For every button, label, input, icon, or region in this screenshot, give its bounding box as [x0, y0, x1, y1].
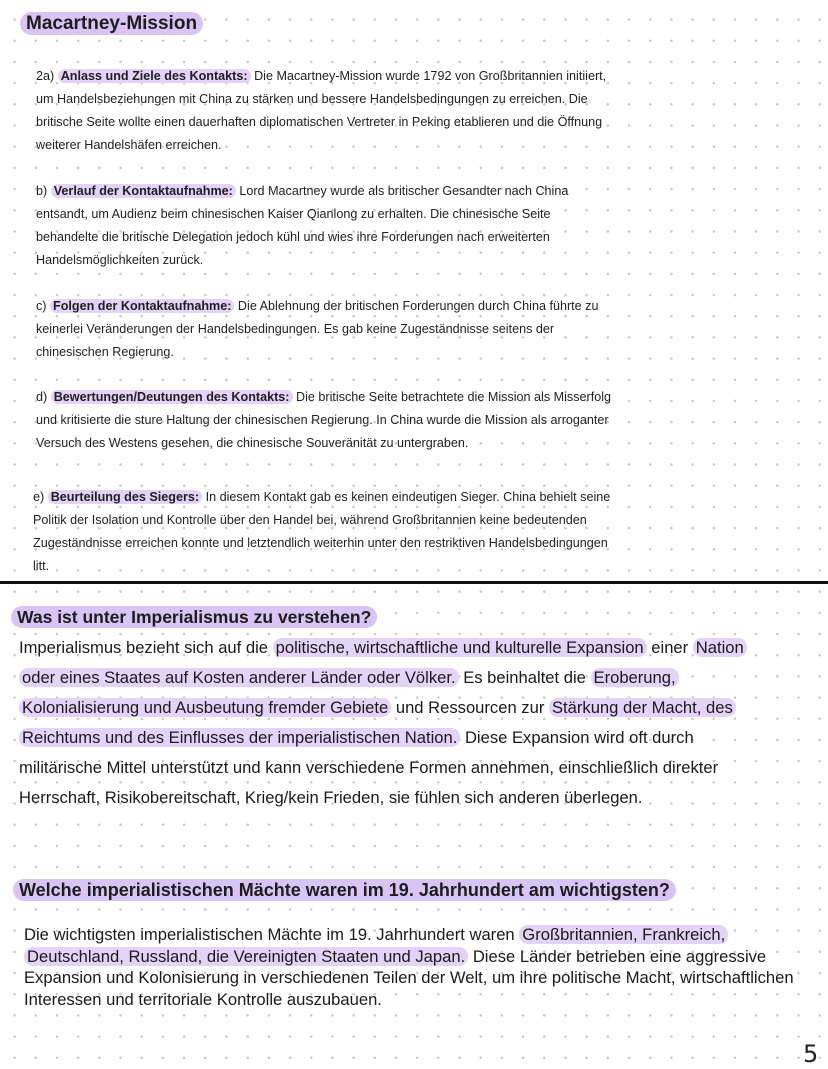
maechte-heading — [13, 877, 676, 903]
task-prefix: 2a) — [36, 68, 55, 83]
imperialismus-heading — [11, 604, 377, 630]
task-label: Verlauf der Kontaktaufnahme: — [51, 184, 236, 198]
page-title — [20, 11, 203, 37]
text-segment: Es beinhaltet die — [458, 668, 591, 687]
task-text: In diesem Kontakt gab es keinen eindeutigen Sieger. China behielt seine Politik der Isolation und Kontrolle über den Handel bei, während Großbritannien keine bedeutenden Zugeständnisse erreichen konnte und letztendlich weiterhin unter den restriktiven Handelsbedingungen litt. — [33, 489, 611, 573]
task-e — [33, 486, 613, 578]
task-prefix: e) — [33, 489, 45, 504]
text-segment: einer — [646, 638, 693, 657]
page-number: 5 — [803, 1040, 819, 1068]
task-label: Beurteilung des Siegers: — [48, 490, 202, 504]
text-segment: Imperialismus bezieht sich auf die — [19, 638, 273, 657]
highlighted-phrase: Großbritannien, Frankreich, Deutschland, Russland, die Vereinigten Staaten und Japan. — [24, 925, 728, 966]
task-d — [36, 386, 616, 455]
task-text: Die britische Seite betrachtete die Mission als Misserfolg und kritisierte die sture Haltung der chinesischen Regierung. In China wurde die Mission als arroganter Versuch des Westens gesehen, die chinesische Souveränität zu untergraben. — [36, 389, 611, 450]
section-divider — [0, 581, 828, 584]
heading-highlight: Welche imperialistischen Mächte waren im 19. Jahrhundert am wichtigsten? — [13, 879, 676, 901]
task-prefix: b) — [36, 183, 48, 198]
task-prefix: c) — [36, 298, 47, 313]
task-label: Bewertungen/Deutungen des Kontakts: — [51, 390, 293, 404]
imperialismus-definition — [19, 633, 764, 813]
task-b — [36, 180, 616, 272]
highlighted-phrase: politische, wirtschaftliche und kulturelle Expansion — [273, 638, 647, 657]
task-text: Lord Macartney wurde als britischer Gesandter nach China entsandt, um Audienz beim chinesischen Kaiser Qianlong zu erhalten. Die chinesische Seite behandelte die britische Delegation jedoch kühl und wies ihre Forderungen nach erweiterten Handelsmöglichkeiten zurück. — [36, 183, 569, 267]
task-c — [36, 295, 616, 364]
text-segment: und Ressourcen zur — [391, 698, 549, 717]
highlighted-phrase: Stärkung der Macht, des Reichtums und des Einflusses der imperialistischen Nation. — [19, 698, 736, 747]
highlighted-phrase: Eroberung, Kolonialisierung und Ausbeutung fremder Gebiete — [19, 668, 679, 717]
title-highlight: Macartney-Mission — [20, 12, 203, 35]
highlighted-phrase: Nation oder eines Staates auf Kosten anderer Länder oder Völker. — [19, 638, 747, 687]
task-label: Folgen der Kontaktaufnahme: — [50, 299, 234, 313]
task-text: Die Ablehnung der britischen Forderungen durch China führte zu keinerlei Veränderungen der Handelsbedingungen. Es gab keine Zugeständnisse seitens der chinesischen Regierung. — [36, 298, 599, 359]
task-prefix: d) — [36, 389, 48, 404]
text-segment: Diese Länder betrieben eine aggressive Expansion und Kolonisierung in verschiedenen Teilen der Welt, um ihre politische Macht, wirtschaftlichen Interessen und territoriale Kontrolle auszubauen. — [24, 946, 794, 1009]
maechte-answer — [24, 924, 794, 1010]
text-segment: Die wichtigsten imperialistischen Mächte im 19. Jahrhundert waren — [24, 925, 520, 944]
task-text: Die Macartney-Mission wurde 1792 von Großbritannien initiiert, um Handelsbeziehungen mit China zu stärken und bessere Handelsbedingungen zu erreichen. Die britische Seite wollte einen dauerhaften diplomatischen Vertreter in Peking etablieren und die Öffnung weiterer Handelshäfen erreichen. — [36, 68, 607, 152]
task-2a — [36, 65, 616, 157]
task-label: Anlass und Ziele des Kontakts: — [58, 69, 251, 83]
heading-highlight: Was ist unter Imperialismus zu verstehen? — [11, 606, 377, 628]
text-segment: Diese Expansion wird oft durch militärische Mittel unterstützt und kann verschiedene Formen annehmen, einschließlich direkter Herrschaft, Risikobereitschaft, Krieg/kein Frieden, sie fühlen sich anderen überlegen. — [19, 728, 719, 807]
